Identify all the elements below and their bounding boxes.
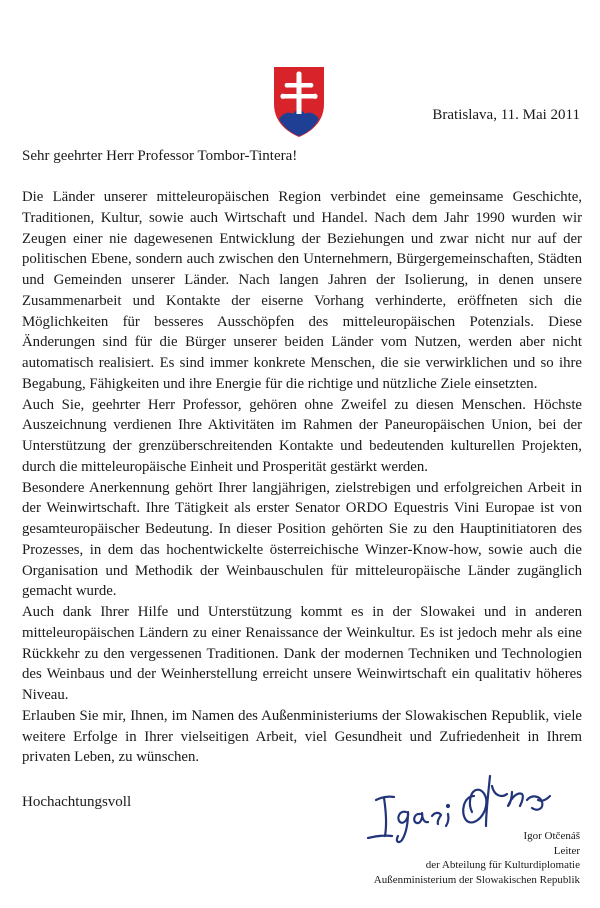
closing-phrase: Hochachtungsvoll — [22, 794, 132, 810]
body-paragraph: Die Länder unserer mitteleuropäischen Region verbindet eine gemeinsame Geschichte, Traditionen, Kultur, sowie auch Wirtschaft und Handel. Nach dem Jahr 1990 wurden wir Zeugen einer nie dagewesenen Entwicklung der Beziehungen und zwar nicht nur auf der politischen Ebene, sondern auch zwischen den Unternehmern, Bürgergemeinschaften, Städten und Gemeinden unserer Länder. Nach langen Jahren der Isolierung, in denen unsere Zusammenarbeit und Kontakte der eiserne Vorhang verhinderte, eröffneten sich die Möglichkeiten für besseres Ausschöpfen des mitteleuropäischen Potenzials. Diese Änderungen sind für die Bürger unserer beiden Länder vom Nutzen, werden aber nicht automatisch realisiert. Es sind immer konkrete Menschen, die sie verwirklichen und so ihre Begabung, Fähigkeiten und ihre Energie für die richtige und nützliche Ziele einsetzten. — [22, 189, 582, 392]
body-paragraph: Auch Sie, geehrter Herr Professor, gehören ohne Zweifel zu diesen Menschen. Höchste Auszeichnung verdienen Ihre Aktivitäten im Rahmen der Paneuropäischen Union, bei der Unterstützung der grenzüberschreitenden Kontakte und bedeutenden kulturellen Projekten, durch die mitteleuropäische Einheit und Prosperität gestärkt werden. — [22, 396, 582, 475]
salutation: Sehr geehrter Herr Professor Tombor-Tintera! — [22, 148, 298, 164]
signatory-name: Igor Otčenáš — [523, 830, 580, 842]
signature-block — [374, 829, 580, 887]
signatory-department: der Abteilung für Kulturdiplomatie — [425, 859, 580, 871]
body-paragraph: Erlauben Sie mir, Ihnen, im Namen des Außenministeriums der Slowakischen Republik, viele weitere Erfolge in Ihrer vielseitigen Arbeit, viel Gesundheit und Zufriedenheit in Ihrem privaten Leben, zu wünschen. — [22, 707, 582, 766]
signatory-ministry: Außenministerium der Slowakischen Republik — [373, 873, 580, 886]
letter-body — [22, 187, 582, 768]
signatory-title: Leiter — [553, 844, 580, 857]
place-and-date: Bratislava, 11. Mai 2011 — [432, 107, 580, 123]
slovak-coat-of-arms-icon — [273, 66, 325, 138]
body-paragraph: Besondere Anerkennung gehört Ihrer langjährigen, zielstrebigen und erfolgreichen Arbeit in der Weinwirtschaft. Ihre Tätigkeit als erster Senator ORDO Equestris Vini Europae ist von gesamteuropäischer Bedeutung. In dieser Position gehörten Sie zu den Hauptinitiatoren des Prozesses, in dem das hochentwickelte österreichische Winzer-Know-how, sowie auch die Organisation und Methodik der Weinbauschulen für mitteleuropäische Länder zugänglich gemacht wurde. — [22, 479, 582, 600]
body-paragraph: Auch dank Ihrer Hilfe und Unterstützung kommt es in der Slowakei und in anderen mitteleuropäischen Ländern zu einer Renaissance der Weinkultur. Es ist jedoch mehr als eine Rückkehr zu den vergessenen Traditionen. Dank der modernen Techniken und Technologien des Weinbaus und der Weinherstellung erreicht unsere Weinwirtschaft ein qualitativ höheres Niveau. — [22, 604, 582, 703]
